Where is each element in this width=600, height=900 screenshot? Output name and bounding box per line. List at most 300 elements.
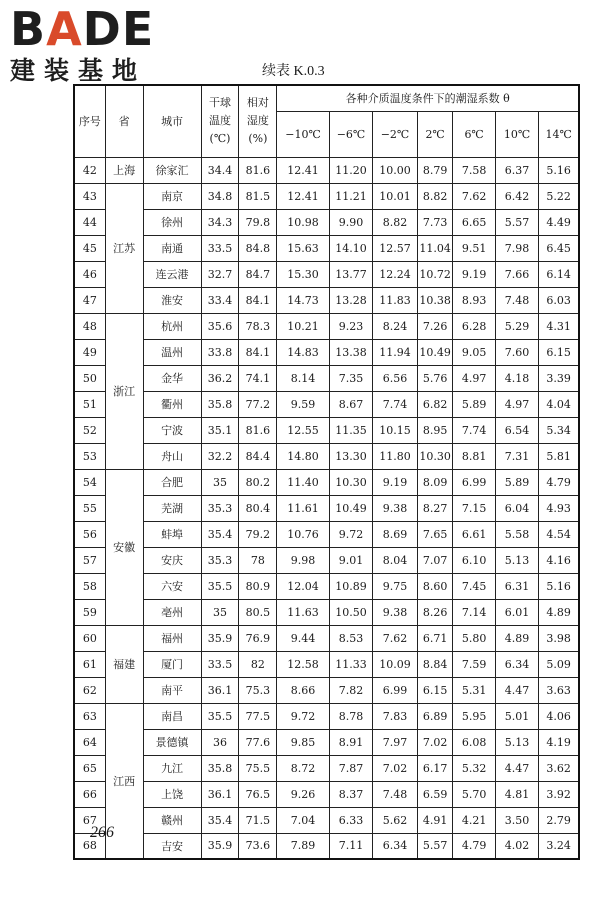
cell-seq: 51 — [74, 391, 105, 417]
table-row — [74, 625, 579, 651]
cell-city: 金华 — [143, 365, 201, 391]
cell-coefficient: 9.19 — [453, 261, 495, 287]
header-rh-line1: 相对 — [246, 96, 269, 110]
header-province: 省 — [105, 85, 143, 157]
cell-city: 厦门 — [143, 651, 201, 677]
cell-coefficient: 9.90 — [329, 209, 372, 235]
cell-coefficient: 10.49 — [329, 495, 372, 521]
cell-city: 合肥 — [143, 469, 201, 495]
header-coefficient-group: 各种介质温度条件下的潮湿系数 θ — [277, 85, 579, 111]
cell-seq: 47 — [74, 287, 105, 313]
cell-seq: 53 — [74, 443, 105, 469]
cell-coefficient: 10.76 — [277, 521, 329, 547]
cell-city: 福州 — [143, 625, 201, 651]
cell-seq: 43 — [74, 183, 105, 209]
cell-humidity: 84.7 — [239, 261, 277, 287]
header-temp-col: −10℃ — [277, 111, 329, 157]
cell-humidity: 77.5 — [239, 703, 277, 729]
cell-seq: 64 — [74, 729, 105, 755]
table-row — [74, 157, 579, 183]
cell-coefficient: 4.47 — [495, 677, 538, 703]
cell-coefficient: 3.62 — [539, 755, 579, 781]
cell-coefficient: 7.02 — [417, 729, 453, 755]
cell-coefficient: 5.22 — [539, 183, 579, 209]
cell-province: 江西 — [105, 703, 143, 859]
cell-coefficient: 4.04 — [539, 391, 579, 417]
cell-humidity: 84.1 — [239, 287, 277, 313]
cell-coefficient: 9.72 — [277, 703, 329, 729]
cell-coefficient: 6.99 — [453, 469, 495, 495]
cell-seq: 59 — [74, 599, 105, 625]
cell-coefficient: 4.21 — [453, 807, 495, 833]
cell-coefficient: 8.27 — [417, 495, 453, 521]
cell-coefficient: 9.38 — [373, 599, 418, 625]
cell-coefficient: 8.93 — [453, 287, 495, 313]
cell-coefficient: 11.94 — [373, 339, 418, 365]
cell-dry-bulb: 32.7 — [201, 261, 239, 287]
table-row — [74, 313, 579, 339]
cell-coefficient: 4.97 — [495, 391, 538, 417]
cell-coefficient: 15.30 — [277, 261, 329, 287]
cell-coefficient: 9.72 — [329, 521, 372, 547]
table-row — [74, 651, 579, 677]
cell-city: 淮安 — [143, 287, 201, 313]
cell-coefficient: 5.89 — [453, 391, 495, 417]
cell-coefficient: 14.10 — [329, 235, 372, 261]
cell-coefficient: 6.99 — [373, 677, 418, 703]
cell-coefficient: 4.16 — [539, 547, 579, 573]
cell-coefficient: 8.14 — [277, 365, 329, 391]
cell-dry-bulb: 35 — [201, 599, 239, 625]
cell-humidity: 81.6 — [239, 417, 277, 443]
header-temp-col: −6℃ — [329, 111, 372, 157]
brand-logo — [10, 4, 180, 86]
cell-dry-bulb: 35.5 — [201, 703, 239, 729]
cell-coefficient: 5.81 — [539, 443, 579, 469]
cell-coefficient: 7.73 — [417, 209, 453, 235]
cell-coefficient: 8.09 — [417, 469, 453, 495]
cell-coefficient: 14.83 — [277, 339, 329, 365]
cell-coefficient: 5.70 — [453, 781, 495, 807]
cell-seq: 63 — [74, 703, 105, 729]
cell-coefficient: 8.53 — [329, 625, 372, 651]
cell-coefficient: 7.48 — [495, 287, 538, 313]
cell-humidity: 75.5 — [239, 755, 277, 781]
table-row — [74, 209, 579, 235]
table-row — [74, 755, 579, 781]
cell-coefficient: 11.61 — [277, 495, 329, 521]
cell-coefficient: 7.58 — [453, 157, 495, 183]
header-seq: 序号 — [74, 85, 105, 157]
table-row — [74, 729, 579, 755]
table-row — [74, 495, 579, 521]
table-row — [74, 287, 579, 313]
cell-city: 南京 — [143, 183, 201, 209]
cell-coefficient: 5.58 — [495, 521, 538, 547]
cell-coefficient: 5.16 — [539, 157, 579, 183]
cell-coefficient: 9.75 — [373, 573, 418, 599]
cell-humidity: 79.8 — [239, 209, 277, 235]
cell-humidity: 73.6 — [239, 833, 277, 859]
table-row — [74, 365, 579, 391]
cell-coefficient: 6.82 — [417, 391, 453, 417]
cell-coefficient: 10.89 — [329, 573, 372, 599]
cell-city: 宁波 — [143, 417, 201, 443]
cell-coefficient: 4.91 — [417, 807, 453, 833]
cell-coefficient: 10.38 — [417, 287, 453, 313]
cell-coefficient: 6.34 — [495, 651, 538, 677]
cell-city: 南通 — [143, 235, 201, 261]
cell-coefficient: 5.62 — [373, 807, 418, 833]
cell-dry-bulb: 33.5 — [201, 651, 239, 677]
cell-city: 安庆 — [143, 547, 201, 573]
cell-coefficient: 8.37 — [329, 781, 372, 807]
cell-seq: 45 — [74, 235, 105, 261]
table-row — [74, 547, 579, 573]
table-body — [74, 157, 579, 859]
cell-coefficient: 9.59 — [277, 391, 329, 417]
cell-coefficient: 6.59 — [417, 781, 453, 807]
cell-coefficient: 9.26 — [277, 781, 329, 807]
cell-coefficient: 6.08 — [453, 729, 495, 755]
cell-seq: 44 — [74, 209, 105, 235]
cell-humidity: 84.1 — [239, 339, 277, 365]
cell-coefficient: 15.63 — [277, 235, 329, 261]
cell-seq: 61 — [74, 651, 105, 677]
cell-seq: 55 — [74, 495, 105, 521]
cell-coefficient: 5.32 — [453, 755, 495, 781]
cell-coefficient: 11.21 — [329, 183, 372, 209]
cell-coefficient: 4.79 — [539, 469, 579, 495]
cell-coefficient: 13.30 — [329, 443, 372, 469]
cell-province: 浙江 — [105, 313, 143, 469]
cell-coefficient: 5.89 — [495, 469, 538, 495]
cell-province: 福建 — [105, 625, 143, 703]
cell-seq: 60 — [74, 625, 105, 651]
cell-coefficient: 7.83 — [373, 703, 418, 729]
cell-seq: 49 — [74, 339, 105, 365]
cell-dry-bulb: 35.8 — [201, 755, 239, 781]
cell-coefficient: 10.30 — [329, 469, 372, 495]
cell-coefficient: 8.66 — [277, 677, 329, 703]
cell-city: 蚌埠 — [143, 521, 201, 547]
cell-coefficient: 6.28 — [453, 313, 495, 339]
cell-coefficient: 7.82 — [329, 677, 372, 703]
cell-seq: 62 — [74, 677, 105, 703]
cell-coefficient: 3.92 — [539, 781, 579, 807]
header-dry-bulb — [201, 85, 239, 157]
cell-coefficient: 8.82 — [373, 209, 418, 235]
cell-humidity: 81.5 — [239, 183, 277, 209]
cell-humidity: 80.9 — [239, 573, 277, 599]
cell-humidity: 77.6 — [239, 729, 277, 755]
header-temp-col: 6℃ — [453, 111, 495, 157]
cell-coefficient: 7.66 — [495, 261, 538, 287]
cell-city: 连云港 — [143, 261, 201, 287]
cell-coefficient: 5.80 — [453, 625, 495, 651]
cell-city: 吉安 — [143, 833, 201, 859]
cell-seq: 68 — [74, 833, 105, 859]
cell-dry-bulb: 35.1 — [201, 417, 239, 443]
header-relative-humidity — [239, 85, 277, 157]
logo-subtitle: 建装基地 — [10, 56, 147, 85]
cell-coefficient: 5.95 — [453, 703, 495, 729]
cell-coefficient: 6.89 — [417, 703, 453, 729]
cell-coefficient: 12.41 — [277, 183, 329, 209]
cell-city: 赣州 — [143, 807, 201, 833]
cell-humidity: 77.2 — [239, 391, 277, 417]
table-row — [74, 807, 579, 833]
cell-coefficient: 12.55 — [277, 417, 329, 443]
cell-seq: 65 — [74, 755, 105, 781]
cell-dry-bulb: 33.8 — [201, 339, 239, 365]
cell-coefficient: 6.10 — [453, 547, 495, 573]
cell-coefficient: 4.06 — [539, 703, 579, 729]
cell-coefficient: 9.05 — [453, 339, 495, 365]
cell-seq: 50 — [74, 365, 105, 391]
cell-coefficient: 9.19 — [373, 469, 418, 495]
cell-coefficient: 14.73 — [277, 287, 329, 313]
table-row — [74, 261, 579, 287]
cell-dry-bulb: 36.1 — [201, 677, 239, 703]
cell-humidity: 78 — [239, 547, 277, 573]
cell-coefficient: 4.79 — [453, 833, 495, 859]
cell-coefficient: 8.69 — [373, 521, 418, 547]
cell-coefficient: 4.18 — [495, 365, 538, 391]
cell-coefficient: 11.63 — [277, 599, 329, 625]
cell-coefficient: 9.85 — [277, 729, 329, 755]
cell-seq: 57 — [74, 547, 105, 573]
cell-coefficient: 12.57 — [373, 235, 418, 261]
cell-coefficient: 5.31 — [453, 677, 495, 703]
cell-dry-bulb: 35.9 — [201, 833, 239, 859]
cell-coefficient: 6.54 — [495, 417, 538, 443]
cell-coefficient: 7.98 — [495, 235, 538, 261]
cell-coefficient: 13.28 — [329, 287, 372, 313]
cell-coefficient: 7.89 — [277, 833, 329, 859]
cell-coefficient: 4.49 — [539, 209, 579, 235]
cell-humidity: 82 — [239, 651, 277, 677]
cell-coefficient: 5.34 — [539, 417, 579, 443]
cell-coefficient: 7.35 — [329, 365, 372, 391]
cell-humidity: 74.1 — [239, 365, 277, 391]
cell-coefficient: 8.26 — [417, 599, 453, 625]
cell-coefficient: 8.60 — [417, 573, 453, 599]
cell-coefficient: 7.60 — [495, 339, 538, 365]
cell-city: 徐州 — [143, 209, 201, 235]
cell-coefficient: 6.17 — [417, 755, 453, 781]
cell-coefficient: 12.04 — [277, 573, 329, 599]
cell-coefficient: 4.93 — [539, 495, 579, 521]
header-temp-col: 10℃ — [495, 111, 538, 157]
cell-coefficient: 4.81 — [495, 781, 538, 807]
cell-dry-bulb: 36.2 — [201, 365, 239, 391]
cell-coefficient: 11.35 — [329, 417, 372, 443]
cell-humidity: 75.3 — [239, 677, 277, 703]
cell-coefficient: 7.15 — [453, 495, 495, 521]
cell-coefficient: 9.98 — [277, 547, 329, 573]
cell-dry-bulb: 34.4 — [201, 157, 239, 183]
cell-coefficient: 8.91 — [329, 729, 372, 755]
table-row — [74, 573, 579, 599]
cell-humidity: 81.6 — [239, 157, 277, 183]
cell-coefficient: 12.58 — [277, 651, 329, 677]
header-dry-bulb-line2: 温度 — [208, 114, 231, 128]
cell-coefficient: 7.02 — [373, 755, 418, 781]
cell-coefficient: 6.01 — [495, 599, 538, 625]
cell-coefficient: 10.98 — [277, 209, 329, 235]
cell-coefficient: 5.29 — [495, 313, 538, 339]
cell-coefficient: 7.74 — [453, 417, 495, 443]
cell-city: 温州 — [143, 339, 201, 365]
cell-coefficient: 2.79 — [539, 807, 579, 833]
cell-coefficient: 9.38 — [373, 495, 418, 521]
cell-dry-bulb: 35.8 — [201, 391, 239, 417]
cell-coefficient: 4.47 — [495, 755, 538, 781]
table-row — [74, 677, 579, 703]
cell-dry-bulb: 32.2 — [201, 443, 239, 469]
table-caption: 续表 K.0.3 — [262, 64, 325, 79]
cell-coefficient: 8.79 — [417, 157, 453, 183]
cell-coefficient: 10.00 — [373, 157, 418, 183]
cell-humidity: 79.2 — [239, 521, 277, 547]
cell-coefficient: 6.61 — [453, 521, 495, 547]
cell-city: 亳州 — [143, 599, 201, 625]
cell-seq: 46 — [74, 261, 105, 287]
cell-coefficient: 6.56 — [373, 365, 418, 391]
cell-dry-bulb: 33.4 — [201, 287, 239, 313]
moisture-coefficient-table — [73, 84, 580, 860]
cell-coefficient: 9.44 — [277, 625, 329, 651]
table-row — [74, 833, 579, 859]
cell-coefficient: 9.01 — [329, 547, 372, 573]
cell-coefficient: 4.89 — [495, 625, 538, 651]
cell-province: 江苏 — [105, 183, 143, 313]
cell-coefficient: 7.04 — [277, 807, 329, 833]
cell-humidity: 76.5 — [239, 781, 277, 807]
cell-seq: 52 — [74, 417, 105, 443]
cell-dry-bulb: 34.8 — [201, 183, 239, 209]
cell-dry-bulb: 36.1 — [201, 781, 239, 807]
cell-humidity: 80.5 — [239, 599, 277, 625]
cell-coefficient: 3.63 — [539, 677, 579, 703]
cell-province: 安徽 — [105, 469, 143, 625]
table-row — [74, 339, 579, 365]
table-row — [74, 391, 579, 417]
cell-humidity: 84.8 — [239, 235, 277, 261]
cell-seq: 48 — [74, 313, 105, 339]
cell-coefficient: 7.65 — [417, 521, 453, 547]
cell-dry-bulb: 35.3 — [201, 495, 239, 521]
cell-coefficient: 4.19 — [539, 729, 579, 755]
table-row — [74, 781, 579, 807]
cell-coefficient: 10.72 — [417, 261, 453, 287]
cell-province: 上海 — [105, 157, 143, 183]
cell-coefficient: 8.78 — [329, 703, 372, 729]
cell-city: 上饶 — [143, 781, 201, 807]
cell-coefficient: 6.42 — [495, 183, 538, 209]
cell-coefficient: 10.15 — [373, 417, 418, 443]
cell-coefficient: 7.14 — [453, 599, 495, 625]
cell-seq: 56 — [74, 521, 105, 547]
cell-coefficient: 14.80 — [277, 443, 329, 469]
table-row — [74, 599, 579, 625]
cell-coefficient: 8.24 — [373, 313, 418, 339]
header-temp-col: 14℃ — [539, 111, 579, 157]
cell-seq: 67 — [74, 807, 105, 833]
cell-coefficient: 8.84 — [417, 651, 453, 677]
cell-coefficient: 6.04 — [495, 495, 538, 521]
cell-coefficient: 3.50 — [495, 807, 538, 833]
cell-coefficient: 5.76 — [417, 365, 453, 391]
header-city: 城市 — [143, 85, 201, 157]
cell-coefficient: 8.04 — [373, 547, 418, 573]
cell-coefficient: 8.81 — [453, 443, 495, 469]
cell-coefficient: 3.98 — [539, 625, 579, 651]
cell-coefficient: 10.30 — [417, 443, 453, 469]
cell-coefficient: 10.09 — [373, 651, 418, 677]
page-number: 266 — [90, 824, 114, 841]
table-row — [74, 521, 579, 547]
cell-city: 衢州 — [143, 391, 201, 417]
cell-coefficient: 4.31 — [539, 313, 579, 339]
cell-coefficient: 10.50 — [329, 599, 372, 625]
table-row — [74, 417, 579, 443]
header-dry-bulb-line1: 干球 — [208, 96, 231, 110]
cell-city: 芜湖 — [143, 495, 201, 521]
table-row — [74, 235, 579, 261]
cell-dry-bulb: 33.5 — [201, 235, 239, 261]
cell-city: 杭州 — [143, 313, 201, 339]
cell-coefficient: 9.23 — [329, 313, 372, 339]
cell-coefficient: 8.95 — [417, 417, 453, 443]
cell-coefficient: 7.62 — [453, 183, 495, 209]
cell-seq: 42 — [74, 157, 105, 183]
cell-coefficient: 8.72 — [277, 755, 329, 781]
cell-coefficient: 5.57 — [495, 209, 538, 235]
cell-dry-bulb: 34.3 — [201, 209, 239, 235]
cell-coefficient: 7.45 — [453, 573, 495, 599]
cell-dry-bulb: 35.4 — [201, 521, 239, 547]
cell-coefficient: 5.13 — [495, 729, 538, 755]
table-row — [74, 703, 579, 729]
cell-coefficient: 5.13 — [495, 547, 538, 573]
header-dry-bulb-line3: (℃) — [209, 132, 231, 146]
cell-coefficient: 6.34 — [373, 833, 418, 859]
cell-coefficient: 11.40 — [277, 469, 329, 495]
cell-coefficient: 3.39 — [539, 365, 579, 391]
cell-city: 景德镇 — [143, 729, 201, 755]
cell-coefficient: 5.09 — [539, 651, 579, 677]
cell-coefficient: 3.24 — [539, 833, 579, 859]
table-row — [74, 183, 579, 209]
cell-coefficient: 13.77 — [329, 261, 372, 287]
logo-wordmark: BADE — [10, 2, 155, 56]
cell-coefficient: 6.15 — [417, 677, 453, 703]
cell-coefficient: 7.11 — [329, 833, 372, 859]
cell-coefficient: 8.82 — [417, 183, 453, 209]
cell-coefficient: 6.33 — [329, 807, 372, 833]
cell-humidity: 80.2 — [239, 469, 277, 495]
cell-coefficient: 7.97 — [373, 729, 418, 755]
table-row — [74, 469, 579, 495]
cell-dry-bulb: 35.3 — [201, 547, 239, 573]
cell-humidity: 71.5 — [239, 807, 277, 833]
header-rh-line2: 湿度 — [246, 114, 269, 128]
cell-coefficient: 10.21 — [277, 313, 329, 339]
cell-coefficient: 6.31 — [495, 573, 538, 599]
cell-coefficient: 4.97 — [453, 365, 495, 391]
